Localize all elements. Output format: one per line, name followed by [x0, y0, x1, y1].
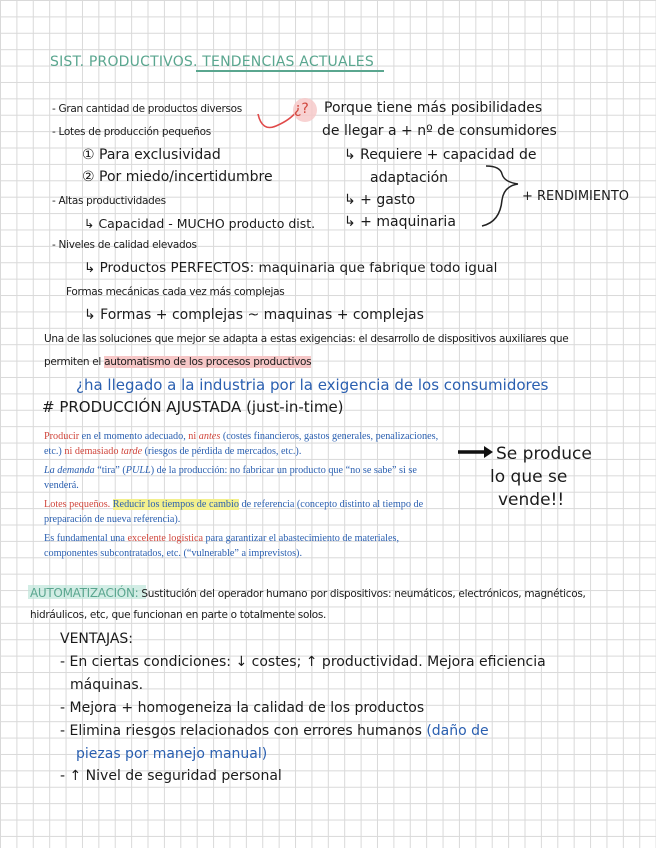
perfectos-note: ↳ Productos PERFECTOS: maquinaria que fabrique todo igual: [84, 260, 498, 276]
automatizacion-line-1: [30, 587, 586, 600]
question-mark: ¿?: [294, 101, 309, 117]
requiere-line-1: ↳ Requiere + capacidad de: [344, 147, 537, 163]
item-altas: - Altas productividades: [52, 195, 166, 207]
ventaja-3-text: - Elimina riesgos relacionados con errores humanos: [60, 723, 427, 739]
jit-lotes: Lotes pequeños.: [44, 499, 111, 510]
porque-line-2: de llegar a + nº de consumidores: [322, 123, 557, 139]
side-note-line-1: Se produce: [496, 444, 592, 464]
jit-pull: PULL: [125, 465, 151, 476]
jit-text-3d: de referencia (concepto distinto al tiempo de preparación de nueva referencia).: [44, 499, 424, 525]
jit-text-1c: ni: [188, 431, 199, 442]
jit-logistica: excelente logística: [127, 533, 203, 544]
ventaja-3c: piezas por manejo manual): [76, 746, 268, 762]
rendimiento-note: + RENDIMIENTO: [522, 189, 630, 204]
ventaja-1a: - En ciertas condiciones: ↓ costes; ↑ productividad. Mejora eficiencia: [60, 654, 546, 670]
jit-paragraph-3: [44, 498, 454, 528]
automatizacion-line-2: hidráulicos, etc, que funcionan en parte o totalmente solos.: [30, 609, 327, 621]
ventaja-3-note: (daño de: [426, 723, 489, 739]
jit-text-1f: ni demasiado: [64, 445, 121, 457]
jit-paragraph-1: [44, 430, 454, 460]
solucion-line-2: [44, 357, 311, 368]
ha-llegado-note: ¿ha llegado a la industria por la exigencia de los consumidores: [76, 376, 549, 394]
porque-line-1: Porque tiene más posibilidades: [324, 100, 543, 116]
maquinaria-note: ↳ + maquinaria: [344, 214, 456, 230]
jit-antes: antes: [198, 431, 221, 442]
jit-text-4c: para garantizar el abastecimiento de materiales, componentes subcontratados, etc. (“vulnerable” a imprevistos).: [44, 533, 400, 559]
formas-arrow-note: ↳ Formas + complejas ~ maquinas + complejas: [84, 307, 424, 323]
side-note-line-3: vende!!: [498, 490, 565, 510]
item-gran-cantidad: - Gran cantidad de productos diversos: [52, 103, 242, 115]
item-miedo: ② Por miedo/incertidumbre: [82, 169, 273, 185]
jit-text-4a: Es fundamental una: [44, 533, 128, 544]
side-note-line-2: lo que se: [490, 467, 568, 487]
automatizacion-text-1: Sustitución del operador humano por dispositivos: neumáticos, electrónicos, magnéticos,: [138, 588, 586, 600]
jit-tarde: tarde: [120, 445, 143, 457]
item-lotes: - Lotes de producción pequeños: [52, 126, 211, 138]
jit-demanda: La demanda: [44, 465, 95, 476]
item-niveles: - Niveles de calidad elevados: [52, 239, 197, 251]
gasto-note: ↳ + gasto: [344, 192, 416, 208]
jit-paragraph-4: [44, 532, 454, 562]
capacidad-note: ↳ Capacidad - MUCHO producto dist.: [84, 216, 316, 231]
automatismo-highlight: automatismo de los procesos productivos: [104, 356, 312, 368]
item-exclusividad: ① Para exclusividad: [82, 147, 221, 163]
ventaja-1b: máquinas.: [70, 677, 144, 693]
jit-text-1e: (costes financieros, gastos generales, penalizaciones, etc.): [44, 431, 439, 457]
ventaja-3a: [60, 724, 489, 738]
jit-text-1b: en el momento adecuado,: [79, 431, 189, 442]
produccion-ajustada-heading: # PRODUCCIÓN AJUSTADA (just-in-time): [42, 398, 344, 416]
automatizacion-label: AUTOMATIZACIÓN:: [30, 586, 139, 600]
ventaja-4: - ↑ Nivel de seguridad personal: [60, 768, 282, 784]
jit-paragraph-2: [44, 464, 454, 494]
jit-text-2b: “tira” (: [94, 465, 126, 476]
ventaja-2: - Mejora + homogeneiza la calidad de los productos: [60, 700, 425, 716]
jit-text-2d: ) de la producción: no fabricar un producto que “no se sabe” si se venderá.: [44, 465, 417, 491]
page-title: SIST. PRODUCTIVOS. TENDENCIAS ACTUALES: [50, 54, 374, 70]
ventajas-heading: VENTAJAS:: [60, 631, 134, 647]
solucion-prefix: permiten el: [44, 356, 105, 368]
jit-reducir-highlight: Reducir los tiempos de cambio: [112, 499, 239, 510]
requiere-line-2: adaptación: [370, 170, 449, 186]
jit-producir: Producir: [44, 431, 80, 442]
solucion-line-1: Una de las soluciones que mejor se adapta a estas exigencias: el desarrollo de dispositivos auxiliares que: [44, 333, 569, 345]
formas-mecanicas: Formas mecánicas cada vez más complejas: [66, 286, 285, 298]
jit-text-1h: (riesgos de pérdida de mercados, etc.).: [142, 445, 302, 457]
